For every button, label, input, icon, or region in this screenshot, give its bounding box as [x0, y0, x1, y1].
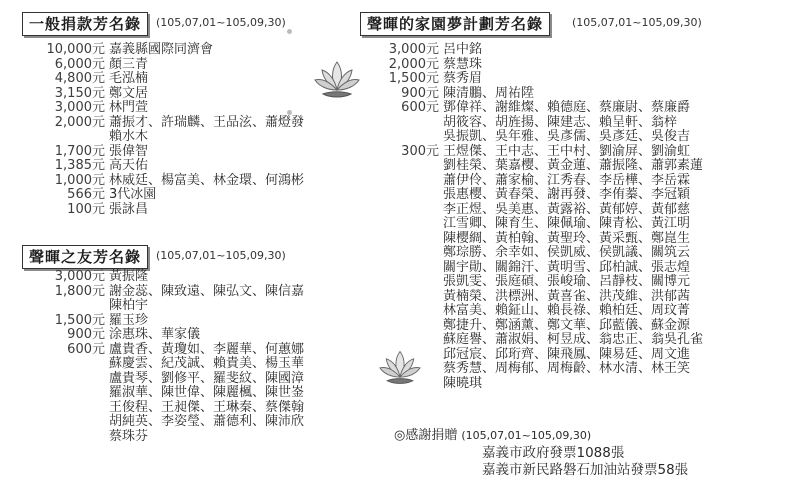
thanks-heading: [394, 428, 591, 444]
donor-name-line: 關宇勛、關錦汗、黃明雪、邱柏誠、張志煌: [443, 259, 691, 275]
donor-name-line: 賴水木: [109, 129, 149, 144]
donation-amount: 600元: [401, 100, 439, 115]
donor-name-line: 黃楠榮、洪標洲、黃喜雀、洪茂維、洪郁茜: [443, 288, 691, 304]
donor-name-line: 陳清鵬、周祐陞: [443, 85, 535, 101]
donation-amount: 100元: [67, 201, 105, 217]
friends-donation-title: 聲暉之友芳名錄: [22, 245, 148, 269]
donor-name-line: 陳曉琪: [443, 375, 483, 391]
lotus-icon: [313, 56, 361, 102]
donor-name-line: 李正煜、吳美惠、黃露裕、黃郁婷、黃郁慈: [443, 201, 691, 217]
donation-amount: 6,000元: [54, 56, 105, 72]
home-dream-title: 聲暉的家園夢計劃芳名錄: [360, 12, 550, 36]
donation-amount: 3,000元: [54, 269, 105, 284]
lotus-icon: [378, 346, 422, 388]
donor-name-line: 盧貴香、黃瓊如、李麗華、何蕙娜: [109, 341, 305, 357]
thanks-line: 嘉義市新民路磐石加油站發票58張: [482, 462, 689, 478]
donation-amount: 300元: [401, 143, 439, 159]
donor-names: [443, 72, 482, 87]
donor-name-line: 蔡慧珠: [443, 56, 483, 72]
donor-name-line: 黃振隆: [109, 269, 149, 284]
donor-name-line: 江雪卿、陳育生、陳佩瑜、陳青松、黃江明: [443, 216, 691, 231]
thanks-date: (105,07,01~105,09,30): [461, 429, 592, 442]
donor-name-line: 胡純英、李姿瑩、蕭德利、陳沛欣: [109, 414, 305, 429]
donation-amount: 2,000元: [388, 56, 439, 72]
donor-names: [443, 101, 690, 145]
donor-name-line: 張詠昌: [109, 201, 149, 217]
donor-names: [443, 58, 482, 73]
donor-name-line: 鄭琮勝、余幸如、侯凱威、侯凱議、關筑云: [443, 245, 691, 260]
donor-name-line: 鄧偉祥、謝維燦、賴德庭、蔡廉尉、蔡廉爵: [443, 100, 691, 115]
donation-amount: 900元: [401, 85, 439, 101]
donor-name-line: 張凱雯、張庭碩、張峻瑜、呂靜枝、關博元: [443, 274, 691, 289]
donor-name-line: 蘇慶雲、紀茂誠、賴貴美、楊玉華: [109, 356, 305, 371]
donation-amount: 900元: [67, 327, 105, 342]
friends-donation-date: (105,07,01~105,09,30): [156, 249, 286, 262]
thanks-line: 嘉義市政府發票1088張: [482, 445, 625, 461]
donor-name-line: 蕭振才、許瑞麟、王品泫、蕭燈發: [109, 114, 305, 130]
donation-amount: 566元: [67, 187, 105, 202]
donor-name-line: 謝金蕊、陳致遠、陳弘文、陳信嘉: [109, 283, 305, 299]
donor-name-line: 蔡秀慧、周梅郁、周梅齡、林水清、林王笑: [443, 361, 691, 376]
decorative-dot: [287, 110, 292, 115]
donor-name-line: 林威廷、楊富美、林金環、何鴻彬: [109, 172, 305, 188]
donor-name-line: 吳振凱、吳年雅、吳彥儒、吳彥廷、吳俊吉: [443, 129, 691, 144]
donation-amount: 4,800元: [54, 71, 105, 86]
donor-name-line: 胡筱容、胡旌揚、陳建志、賴呈軒、翁梓: [443, 114, 678, 130]
donor-name-line: 邱冠宸、邱珩齊、陳飛鳳、陳易廷、周文進: [443, 346, 691, 362]
donor-name-line: 羅玉珍: [109, 312, 149, 328]
general-donation-date: (105,07,01~105,09,30): [156, 16, 286, 29]
donor-names: [443, 43, 482, 58]
thanks-heading-label: ◎感謝捐贈: [394, 428, 458, 443]
donation-amount: 10,000元: [46, 42, 105, 57]
donor-name-line: 張偉智: [109, 143, 149, 159]
donation-row: [0, 145, 703, 392]
donation-row: [0, 101, 703, 145]
donation-amount: 3,000元: [54, 100, 105, 115]
decorative-dot: [287, 29, 292, 34]
donor-name-line: 張惠樱、黃春榮、謝再發、李侑蓁、李冠穎: [443, 187, 691, 202]
donor-name-line: 高天佑: [109, 158, 149, 173]
donation-amount: 1,800元: [54, 283, 105, 299]
donation-amount: 1,385元: [54, 158, 105, 173]
donor-name-line: 嘉義縣國際同濟會: [109, 42, 214, 57]
donor-name-line: 毛泓楠: [109, 71, 149, 86]
donor-name-line: 王煜傑、王中志、王中村、劉渝屏、劉渝虹: [443, 143, 691, 159]
donor-name-line: 羅淑華、陳世偉、陳麗楓、陳世崟: [109, 385, 305, 400]
general-donation-title: 一般捐款芳名錄: [22, 12, 148, 36]
donation-amount: 3,150元: [54, 85, 105, 101]
home-dream-date: (105,07,01~105,09,30): [572, 16, 702, 29]
donation-amount: 1,000元: [54, 172, 105, 188]
donor-name-line: 蔡珠芬: [109, 428, 149, 444]
donor-name-line: 鄭文居: [109, 85, 149, 101]
donor-name-line: 陳樱綢、黃柏翰、黃聖玲、黃采甄、鄭崑生: [443, 230, 691, 246]
donor-name-line: 蕭伊伶、蕭家榆、江秀春、李岳樺、李岳霖: [443, 172, 691, 188]
donation-amount: 2,000元: [54, 114, 105, 130]
donation-amount: 1,500元: [54, 312, 105, 328]
donor-name-line: 陳柏宇: [109, 298, 149, 313]
donor-name-line: 林門萱: [109, 100, 149, 115]
donor-name-line: 鄭捷升、鄭涵薰、鄭文華、邱藍儀、蘇金源: [443, 317, 691, 333]
donor-name-line: 涂惠珠、華家儀: [109, 327, 201, 342]
donor-name-line: 3代冰園: [109, 187, 157, 202]
donation-amount: 1,500元: [388, 71, 439, 86]
donor-name-line: 蔡秀眉: [443, 71, 483, 86]
donor-names: [443, 145, 703, 392]
donor-name-line: 顏三青: [109, 56, 149, 72]
donation-amount: 3,000元: [388, 42, 439, 57]
donation-amount: 600元: [67, 341, 105, 357]
donor-name-line: 蘇庭譽、蕭淑娟、柯昱成、翁忠正、翁吳孔雀: [443, 332, 704, 347]
donor-name-line: 盧貴琴、劉修平、羅斐紋、陳國漳: [109, 370, 305, 386]
donor-name-line: 劉桂榮、葉嘉樱、黃金蓮、蕭振隆、蕭郭素蓮: [443, 158, 704, 173]
donation-amount: 1,700元: [54, 143, 105, 159]
donor-name-line: 王俊程、王昶傑、王琳秦、蔡傑翰: [109, 399, 305, 415]
donor-names: [443, 87, 534, 102]
donor-name-line: 呂中銘: [443, 42, 483, 57]
donor-name-line: 林富美、賴鉦山、賴長祿、賴柏廷、周玟菁: [443, 303, 691, 318]
